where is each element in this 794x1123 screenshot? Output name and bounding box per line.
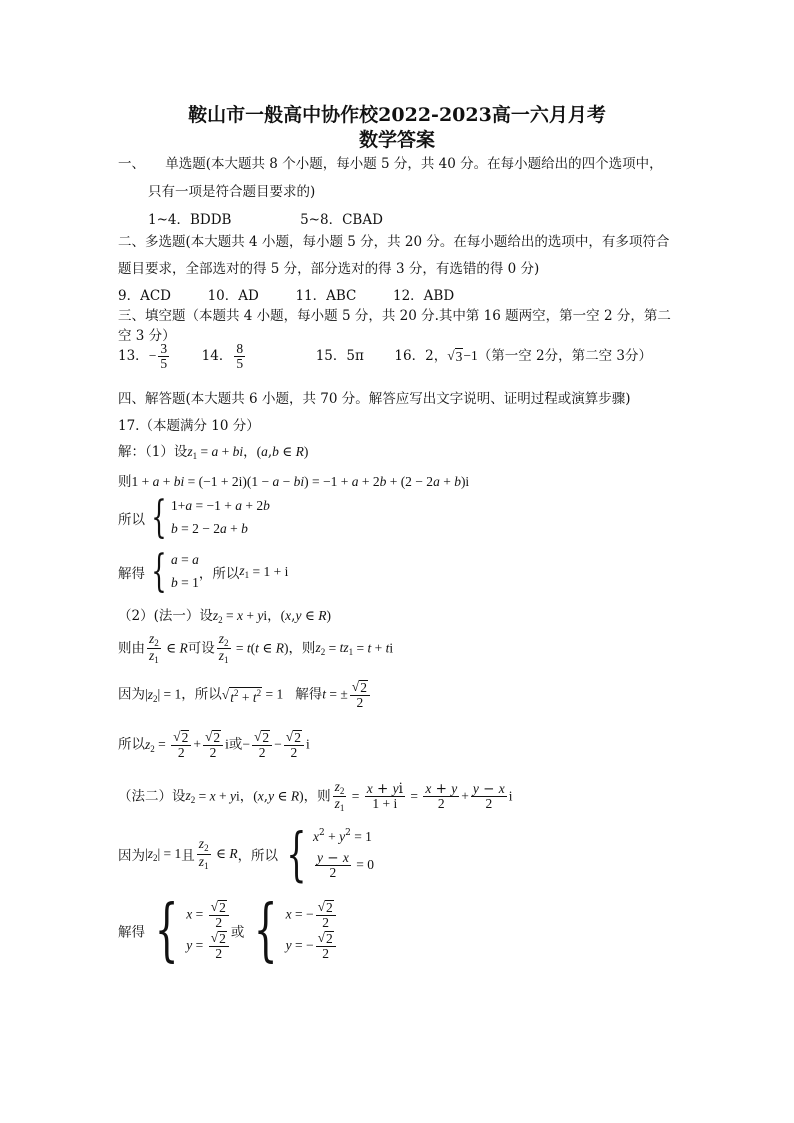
answers-1-4: 1~4．BDDB <box>148 212 232 228</box>
solution-line-3: 所以 { 1+a = −1 + a + 2b b = 2 − 2a + b <box>118 492 270 543</box>
answer-14-fraction: $\frac{8}{5}$ <box>236 341 244 372</box>
section1-heading: 一、 单选题(本大题共 8 个小题，每小题 5 分，共 40 分。在每小题给出的四个选项中， <box>118 156 663 172</box>
page-subtitle: 数学答案 <box>358 129 435 151</box>
section3-answers: 13．− $\frac{3}{5}$ 14． $\frac{8}{5}$ 15．5π 16．2，√ 3 −1（第一空 2分，第二空 3分） <box>118 341 653 372</box>
answer-11: 11．ABC <box>295 288 357 304</box>
answer-9: 9．ACD <box>118 288 171 304</box>
solution-line-7: 因为$|z_2| = 1$，所以√ $t^2 + t^2$ = 1 解得t = ± √ 2 2 <box>118 680 372 710</box>
answer-15: 15．5π <box>315 348 364 365</box>
solution-line-8: 所以$z_2$ = √ 2 2 + √ 2 2 i或− √ 2 2 − √ 2 2 i <box>118 729 310 761</box>
section2-heading: 二、多选题(本大题共 4 小题，每小题 5 分，共 20 分。在每小题给出的选项中，有多项符合 <box>118 234 670 250</box>
sqrt3-minus-1: √ 3 <box>447 348 463 365</box>
answer-16-label: 16．2， <box>394 348 448 365</box>
solution-line-1: 解：（1）设$z_1 = a$ + bi，(a,b ∈ R) <box>118 444 309 461</box>
section1-heading-cont: 只有一项是符合题目要求的) <box>148 184 316 200</box>
solution-line-4: 解得 { a = a b = 1 ，所以$z_1 = 1 + i$ <box>118 546 289 597</box>
equation-system-5: { x = − √ 2 2 y = − √ 2 2 <box>244 900 337 961</box>
solution-line-10: 因为$|z_2| = 1$且 $\frac{z_2}{z_1}$ ∈ R，所以 { $x^2 + y^2 = 1$ $\frac{y - x}{2}$ = 0 <box>118 820 374 888</box>
equation-system-1: { 1+a = −1 + a + 2b b = 2 − 2a + b <box>151 492 270 543</box>
question-17-heading: 17.（本题满分 10 分） <box>118 418 260 434</box>
answers-5-8: 5~8．CBAD <box>300 212 383 228</box>
answer-13-fraction: $\frac{3}{5}$ <box>160 341 168 372</box>
section1-answers <box>148 208 383 228</box>
page-title: 鞍山市一般高中协作校2022-2023高一六月月考 <box>188 104 606 126</box>
section2-heading-cont: 题目要求，全部选对的得 5 分，部分选对的得 3 分，有选错的得 0 分) <box>118 261 540 277</box>
answer-12: 12．ABD <box>392 288 455 304</box>
solution-line-9: （法二）设$z_2 = x$ + yi，(x,y ∈ R)，则 $\frac{z_2}{z_1}$ = $\frac{x + yi}{1 + i}$ = $\frac{x + y}{2}$ + $\frac{y - x}{2}$ i <box>118 779 513 814</box>
equation-system-3: { $x^2 + y^2 = 1$ $\frac{y - x}{2}$ = 0 <box>286 820 374 888</box>
answer-10: 10．AD <box>207 288 259 304</box>
section2-answers <box>118 284 454 304</box>
section3-heading-cont: 空 3 分） <box>118 328 176 344</box>
equation-system-2: { a = a b = 1 <box>151 546 199 597</box>
solution-line-2: 则1 + a + bi = (−1 + 2i)(1 − a − bi) = −1 + a + 2b + (2 − 2a + b)i <box>118 474 470 490</box>
solution-line-11: 解得 { x = √ 2 2 y = √ 2 2 或 { x = − √ 2 2 y = − √ 2 2 <box>118 900 338 961</box>
section4-heading: 四、解答题(本大题共 6 小题，共 70 分。解答应写出文字说明、证明过程或演算步骤) <box>118 391 631 407</box>
answer-13-label: 13． <box>118 348 149 365</box>
answer-14-label: 14． <box>201 348 233 365</box>
section3-heading: 三、填空题（本题共 4 小题，每小题 5 分，共 20 分.其中第 16 题两空，第一空 2 分，第二 <box>118 308 671 324</box>
answer-16-note: （第一空 2分，第二空 3分） <box>477 348 653 365</box>
equation-system-4: { x = √ 2 2 y = √ 2 2 <box>145 900 231 961</box>
solution-line-6: 则由 $\frac{z_2}{z_1}$ ∈ R可设 $\frac{z_2}{z_1}$ = t(t ∈ R)，则$z_2 = tz_1 = t$ + ti <box>118 631 394 666</box>
solution-line-5: （2）(法一）设$z_2 = x$ + yi，(x,y ∈ R) <box>118 608 331 625</box>
